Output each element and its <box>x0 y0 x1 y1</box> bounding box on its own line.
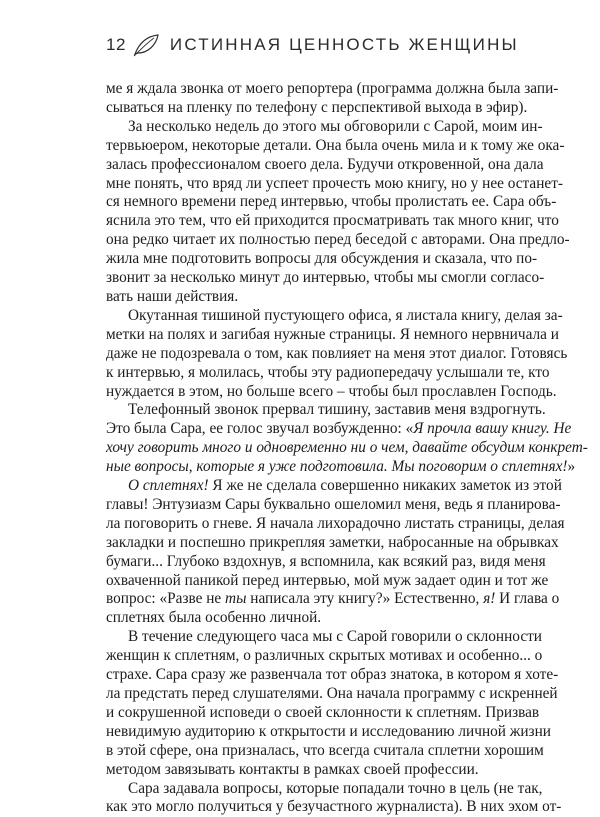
italic-segment: ные вопросы, которые я уже подготовила. Мы поговорим о сплетнях! <box>106 458 568 476</box>
text-line <box>106 779 543 799</box>
text-segment: к интервью, я молилась, чтобы эту радиопередачу услышали те, кто <box>106 363 550 381</box>
text-segment: Телефонный звонок прервал тишину, заставив меня вздрогнуть. <box>128 401 546 419</box>
text-line <box>106 798 562 817</box>
text-line <box>106 703 540 723</box>
text-line <box>106 590 560 609</box>
text-line <box>106 401 546 420</box>
page-number: 12 <box>106 35 126 54</box>
text-segment: написала эту книгу?» Естественно, <box>246 590 484 608</box>
text-segment: невидимую аудиторию к открытости и исследованию личной жизни <box>106 722 551 740</box>
text-line <box>106 306 563 326</box>
running-header <box>106 30 519 60</box>
text-segment: Окутанная тишиной пустующего офиса, я листала книгу, делая за- <box>128 306 563 324</box>
text-segment: охваченной паникой перед интервью, мой муж задает один и тот же <box>106 571 549 589</box>
text-segment: ме я ждала звонка от моего репортера (программа должна была запи- <box>106 80 559 97</box>
text-segment: сываться на пленку по телефону с перспективой выхода в эфир). <box>106 98 528 116</box>
text-line <box>106 420 572 439</box>
text-segment: сплетнях была особенно личной. <box>106 609 322 627</box>
running-title: ИСТИННАЯ ЦЕННОСТЬ ЖЕНЩИНЫ <box>169 35 519 54</box>
text-segment: метки на полях и загибая нужные страницы. Я немного нервничала и <box>106 325 559 343</box>
text-line <box>106 117 543 137</box>
text-line <box>106 761 497 780</box>
text-segment: как это могло получиться у безучастного журналиста). В них эхом от- <box>106 798 562 816</box>
paragraph <box>106 628 559 779</box>
paragraph <box>106 401 588 477</box>
text-segment: ся немного времени перед интервью, чтобы пролистать ее. Сара объ- <box>106 193 557 211</box>
text-line <box>106 325 559 345</box>
text-line <box>106 741 544 761</box>
text-line <box>106 155 544 175</box>
paragraph <box>106 117 570 307</box>
text-line <box>106 609 497 628</box>
text-line <box>106 231 570 250</box>
leaf-icon <box>132 32 160 58</box>
text-segment: Это была Сара, ее голос звучал возбужденно: « <box>106 420 414 438</box>
italic-segment: хочу говорить много и одновременно ни о чем, давайте обсудим конкрет- <box>106 439 588 457</box>
paragraph <box>106 779 562 817</box>
text-segment: За несколько недель до этого мы обговорили с Сарой, моим ин- <box>128 117 543 135</box>
italic-segment: Я прочла вашу книгу. Не <box>413 420 572 438</box>
text-line <box>106 212 559 231</box>
paragraph <box>106 80 559 118</box>
text-line <box>106 363 550 383</box>
italic-segment: О сплетнях! <box>128 477 209 495</box>
text-line <box>106 533 559 553</box>
italic-segment: ты <box>225 590 247 608</box>
text-segment: залась профессионалом своего дела. Будучи откровенной, она дала <box>106 155 544 173</box>
text-segment: в этой сфере, она призналась, что всегда считала сплетни хорошим <box>106 741 544 759</box>
text-segment: нуждается в этом, но больше всего – чтобы был прославлен Господь. <box>106 382 557 400</box>
text-line <box>106 628 542 647</box>
text-segment: методом завязывать контакты в рамках своей профессии. <box>106 760 479 778</box>
text-line <box>106 344 568 364</box>
text-segment: закладки и поспешно прикрепляя заметки, набросанные на обрывках <box>106 533 559 551</box>
paragraph <box>106 477 565 628</box>
text-segment: женщин к сплетням, о различных скрытых мотивах и особенно... о <box>106 647 543 665</box>
text-segment: вопрос: «Разве не <box>106 590 226 608</box>
text-segment: ла предстать перед слушателями. Она начала программу с искренней <box>106 685 558 702</box>
text-segment: вать наши действия. <box>106 287 239 305</box>
text-line <box>106 495 561 515</box>
text-segment: мне понять, что вряд ли успеет прочесть мою книгу, но у нее останет- <box>106 174 563 192</box>
text-segment: Сара задавала вопросы, которые попадали точно в цель (не так, <box>128 779 543 797</box>
text-segment: жила мне подготовить вопросы для обсуждения и сказала, что по- <box>106 250 538 268</box>
text-line <box>106 514 565 534</box>
text-segment: даже не подозревала о том, как повлияет на меня этот диалог. Готовясь <box>106 344 568 362</box>
text-segment: бумаги... Глубоко вздохнув, я вспомнила, как всякий раз, видя меня <box>106 552 546 570</box>
text-line <box>106 193 557 212</box>
text-segment: Я же не сделала совершенно никаких заметок из этой <box>208 477 562 495</box>
text-line <box>106 382 557 402</box>
text-line <box>106 477 562 496</box>
text-line <box>106 80 559 99</box>
text-line <box>106 174 563 194</box>
text-line <box>106 288 497 307</box>
text-line <box>106 722 551 742</box>
text-line <box>106 552 546 572</box>
text-line <box>106 458 576 477</box>
body-text <box>106 80 588 817</box>
text-segment: » <box>567 458 576 476</box>
text-segment: и сокрушенной исповеди о своей склонности к сплетням. Призвав <box>106 703 540 721</box>
text-line <box>106 571 549 591</box>
text-line <box>106 98 528 118</box>
text-line <box>106 666 559 685</box>
text-segment: И глава о <box>495 590 560 608</box>
text-line <box>106 136 565 156</box>
text-line <box>106 269 545 288</box>
italic-segment: я! <box>483 590 496 608</box>
text-segment: она редко читает их полностью перед беседой с авторами. Она предло- <box>106 231 570 249</box>
text-line <box>106 250 538 269</box>
text-line <box>106 439 588 458</box>
text-line <box>106 647 543 666</box>
text-segment: главы! Энтузиазм Сары буквально ошеломил меня, ведь я планирова- <box>106 495 561 513</box>
text-segment: яснила это тем, что ей приходится просматривать так много книг, что <box>106 212 559 230</box>
text-line <box>106 685 558 704</box>
text-segment: тервьюером, некоторые детали. Она была очень мила и к тому же ока- <box>106 136 565 154</box>
text-segment: звонит за несколько минут до интервью, чтобы мы смогли согласо- <box>106 269 545 287</box>
paragraph <box>106 306 568 402</box>
text-segment: ла поговорить о гневе. Я начала лихорадочно листать страницы, делая <box>106 514 565 532</box>
text-segment: В течение следующего часа мы с Сарой говорили о склонности <box>128 628 542 646</box>
text-segment: страхе. Сара сразу же развенчала тот образ знатока, в котором я хоте- <box>106 666 559 684</box>
